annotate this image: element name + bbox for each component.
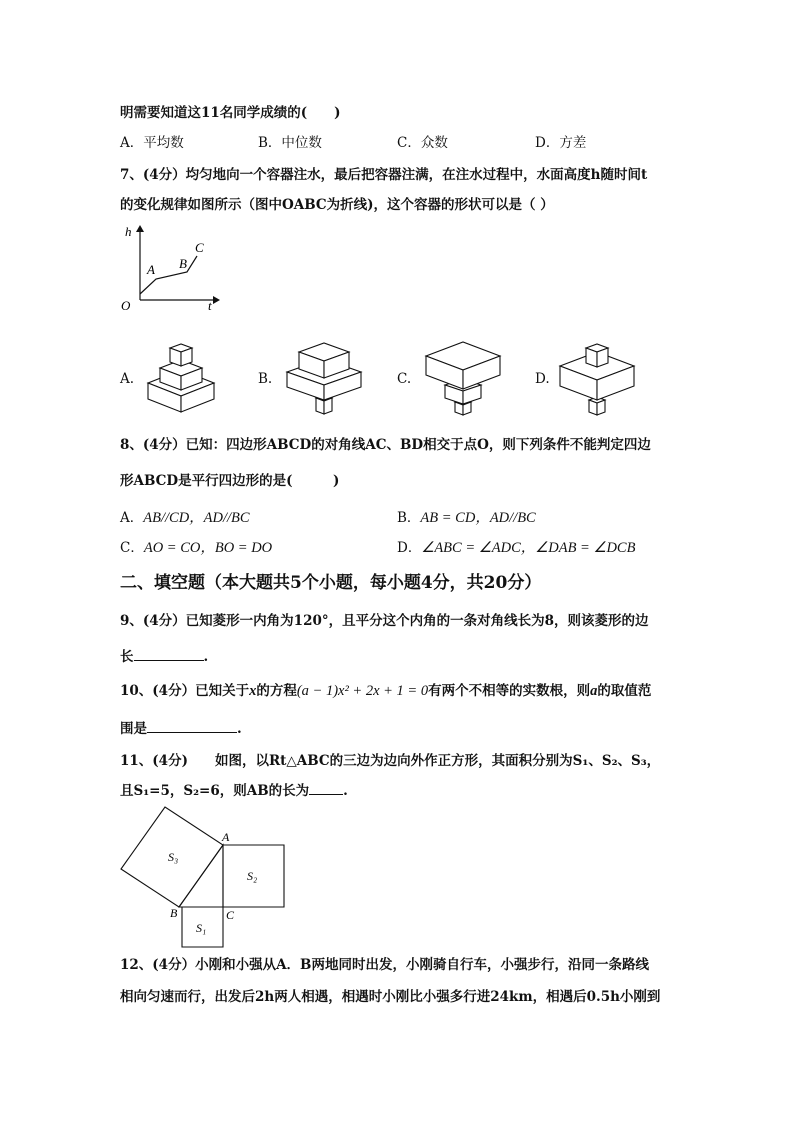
container-a-image: [140, 338, 222, 420]
option-letter: A．: [120, 135, 144, 151]
axis-label-t: t: [208, 298, 212, 313]
q10-text-a: 10、(4分）已知关于: [120, 683, 250, 699]
q11-figure: [118, 825, 290, 953]
q10-var-x: x: [249, 683, 257, 699]
q6-option-c: [397, 134, 448, 152]
q9-line2-text: 长: [120, 649, 134, 665]
container-c-image: [422, 338, 504, 420]
q11-line1: 11、(4分) 如图，以Rt△ABC的三边为边向外作正方形，其面积分别为S₁、S₂、S₃，: [120, 753, 661, 769]
container-b-image: [283, 338, 365, 420]
q7-graph: [115, 224, 225, 314]
q7-option-c-label: C.: [397, 371, 412, 387]
section-title: 二、填空题（本大题共5个小题，每小题4分，共20分）: [120, 573, 542, 593]
vertex-label-c: C: [226, 908, 235, 922]
q7-line1: 7、(4分）均匀地向一个容器注水，最后把容器注满，在注水过程中，水面高度h随时间t: [120, 167, 648, 183]
option-text: 中位数: [281, 135, 322, 151]
q11-line2: 且S₁=5，S₂=6，则AB的长为 .: [120, 780, 348, 800]
option-letter: A．: [120, 510, 144, 526]
q11-line2-text: 且S₁=5，S₂=6，则AB的长为: [120, 783, 310, 799]
area-label-s2: S₂: [247, 869, 258, 883]
q7-option-d-label: D.: [535, 371, 550, 387]
q10-text-b: 的方程: [256, 683, 297, 699]
right-triangle: [179, 845, 223, 907]
q8-line1: 8、(4分）已知：四边形ABCD的对角线AC、BD相交于点O，则下列条件不能判定四边: [120, 437, 651, 453]
q10-line2-text: 围是: [120, 721, 147, 737]
q6-option-d: [535, 134, 586, 152]
area-label-s1: S₁: [196, 921, 207, 935]
q7-option-a-label: A.: [120, 371, 135, 387]
vertex-label-a: A: [222, 830, 230, 844]
option-text: AO = CO，BO = DO: [143, 540, 273, 556]
option-text: AB = CD，AD//BC: [420, 510, 536, 526]
q10-text-c: 有两个不相等的实数根，则: [428, 683, 591, 699]
q6-option-a: [120, 134, 184, 152]
q9-line2: 长 .: [120, 646, 208, 666]
vertex-label-b: B: [170, 906, 178, 920]
point-label-b: B: [179, 256, 187, 271]
q6-line-tail: 明需要知道这11名同学成绩的( ): [120, 105, 341, 121]
q8-option-a: [120, 509, 250, 527]
q10-text-d: 的取值范: [597, 683, 652, 699]
q10-var-a: a: [590, 683, 598, 699]
origin-label: O: [121, 298, 131, 313]
q12-line2: 相向匀速而行，出发后2h两人相遇，相遇时小刚比小强多行进24km，相遇后0.5h小刚到: [120, 989, 661, 1005]
container-d-image: [556, 338, 638, 420]
q8-line2: 形ABCD是平行四边形的是( ): [120, 473, 340, 489]
option-text: 众数: [420, 135, 448, 151]
option-letter: C．: [120, 540, 144, 556]
q8-option-b: [397, 509, 536, 527]
q6-option-b: [258, 134, 322, 152]
q8-option-d: [397, 539, 635, 557]
point-label-c: C: [195, 240, 204, 255]
option-text: 方差: [559, 135, 587, 151]
answer-blank[interactable]: [134, 646, 204, 661]
q7-line2: 的变化规律如图所示（图中OABC为折线)，这个容器的形状可以是（ ）: [120, 197, 554, 213]
q8-option-c: [120, 539, 272, 557]
option-letter: C．: [397, 135, 421, 151]
option-letter: D．: [397, 540, 422, 556]
option-letter: B．: [258, 135, 282, 151]
area-label-s3: S₃: [168, 850, 179, 864]
option-letter: B．: [397, 510, 421, 526]
option-text: 平均数: [143, 135, 184, 151]
q7-option-b-label: B.: [258, 371, 273, 387]
answer-blank[interactable]: [147, 718, 237, 733]
q12-line1: 12、(4分）小刚和小强从A．B两地同时出发，小刚骑自行车，小强步行，沿同一条路线: [120, 957, 649, 973]
option-text: AB//CD，AD//BC: [143, 510, 250, 526]
point-label-a: A: [147, 262, 155, 277]
answer-blank[interactable]: [309, 780, 343, 795]
q10-line2: 围是 .: [120, 718, 242, 738]
option-text: ∠ABC = ∠ADC，∠DAB = ∠DCB: [421, 540, 636, 556]
q10-equation: (a − 1)x² + 2x + 1 = 0: [296, 683, 429, 699]
option-letter: D．: [535, 135, 560, 151]
q10-line1: [120, 682, 651, 700]
axis-label-h: h: [125, 224, 132, 239]
q9-line1: 9、(4分）已知菱形一内角为120°，且平分这个内角的一条对角线长为8，则该菱形的边: [120, 613, 649, 629]
